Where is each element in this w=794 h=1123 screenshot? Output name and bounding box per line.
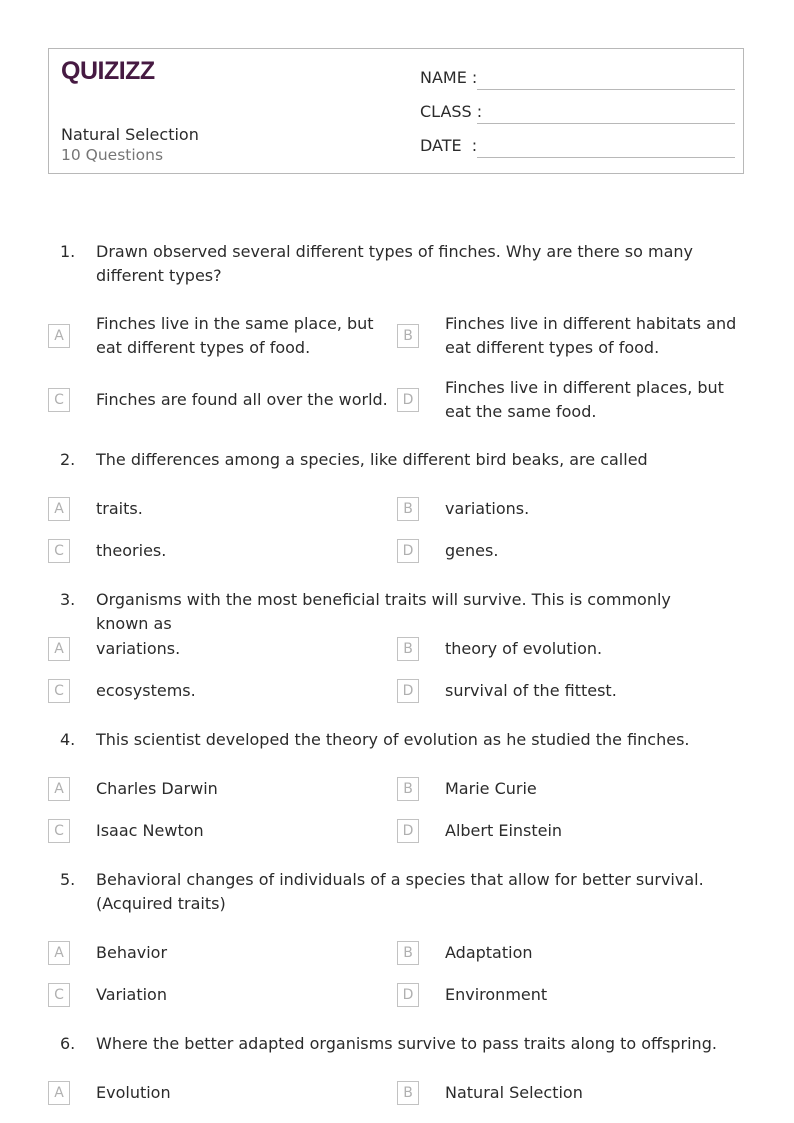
name-line[interactable]: [477, 89, 735, 90]
question-number: 6.: [60, 1034, 76, 1053]
option-text: Natural Selection: [445, 1083, 583, 1102]
option-letter-box[interactable]: C: [48, 983, 70, 1007]
option-text: Isaac Newton: [96, 821, 204, 840]
quizizz-logo: QUIZIZZ: [61, 57, 155, 85]
option-letter-box[interactable]: B: [397, 777, 419, 801]
question-text: Drawn observed several different types of finches. Why are there so many different types?: [96, 242, 693, 285]
q5-option-d[interactable]: [397, 983, 741, 1007]
option-letter-box[interactable]: B: [397, 941, 419, 965]
option-text: variations.: [96, 639, 181, 658]
q4-option-d[interactable]: [397, 819, 741, 843]
option-letter-box[interactable]: A: [48, 941, 70, 965]
option-letter-box[interactable]: C: [48, 819, 70, 843]
q4-option-b[interactable]: [397, 777, 741, 801]
class-label: CLASS :: [420, 102, 483, 121]
option-text: Finches live in different habitats and eat different types of food.: [445, 314, 737, 357]
option-text: Finches are found all over the world.: [96, 390, 388, 409]
option-letter-box[interactable]: A: [48, 1081, 70, 1105]
q3-option-d[interactable]: [397, 679, 741, 703]
q6-option-a[interactable]: [48, 1081, 392, 1105]
option-letter-box[interactable]: A: [48, 637, 70, 661]
option-letter-box[interactable]: A: [48, 777, 70, 801]
q3-option-a[interactable]: [48, 637, 392, 661]
q5-option-a[interactable]: [48, 941, 392, 965]
q6-option-b[interactable]: [397, 1081, 741, 1105]
option-text: Finches live in different places, but eat the same food.: [445, 378, 724, 421]
q1-option-a[interactable]: [48, 312, 392, 360]
option-text: Behavior: [96, 943, 168, 962]
option-text: traits.: [96, 499, 143, 518]
q2-option-a[interactable]: [48, 497, 392, 521]
option-text: Marie Curie: [445, 779, 537, 798]
option-text: theory of evolution.: [445, 639, 603, 658]
option-text: Adaptation: [445, 943, 533, 962]
class-field[interactable]: [420, 100, 735, 124]
date-label: DATE :: [420, 136, 478, 155]
question-text: Where the better adapted organisms survive to pass traits along to offspring.: [96, 1034, 717, 1053]
option-text: Albert Einstein: [445, 821, 563, 840]
option-letter-box[interactable]: B: [397, 637, 419, 661]
worksheet-title: Natural Selection: [61, 125, 199, 144]
q3-option-c[interactable]: [48, 679, 392, 703]
question-count: 10 Questions: [61, 146, 164, 164]
question-number: 3.: [60, 590, 76, 609]
q2-option-c[interactable]: [48, 539, 392, 563]
q3-option-b[interactable]: [397, 637, 741, 661]
question-text: The differences among a species, like different bird beaks, are called: [96, 450, 648, 469]
option-text: survival of the fittest.: [445, 681, 617, 700]
name-field[interactable]: [420, 66, 735, 90]
option-letter-box[interactable]: C: [48, 539, 70, 563]
date-line[interactable]: [477, 157, 735, 158]
q2-option-d[interactable]: [397, 539, 741, 563]
q4-option-a[interactable]: [48, 777, 392, 801]
option-text: theories.: [96, 541, 167, 560]
option-letter-box[interactable]: D: [397, 819, 419, 843]
option-letter-box[interactable]: D: [397, 539, 419, 563]
q4-option-c[interactable]: [48, 819, 392, 843]
option-letter-box[interactable]: C: [48, 388, 70, 412]
option-letter-box[interactable]: B: [397, 497, 419, 521]
option-letter-box[interactable]: D: [397, 983, 419, 1007]
option-text: genes.: [445, 541, 499, 560]
option-letter-box[interactable]: A: [48, 497, 70, 521]
date-field[interactable]: [420, 134, 735, 158]
worksheet-header: [48, 48, 744, 174]
option-letter-box[interactable]: C: [48, 679, 70, 703]
q1-option-c[interactable]: [48, 376, 392, 424]
option-letter-box[interactable]: B: [397, 1081, 419, 1105]
q5-option-c[interactable]: [48, 983, 392, 1007]
class-line[interactable]: [477, 123, 735, 124]
option-letter-box[interactable]: D: [397, 679, 419, 703]
option-letter-box[interactable]: A: [48, 324, 70, 348]
option-text: variations.: [445, 499, 530, 518]
q5-option-b[interactable]: [397, 941, 741, 965]
q2-option-b[interactable]: [397, 497, 741, 521]
option-text: Evolution: [96, 1083, 171, 1102]
option-text: Charles Darwin: [96, 779, 218, 798]
q1-option-d[interactable]: [397, 376, 741, 424]
option-text: Finches live in the same place, but eat different types of food.: [96, 314, 374, 357]
name-label: NAME :: [420, 68, 478, 87]
option-text: Variation: [96, 985, 167, 1004]
option-text: ecosystems.: [96, 681, 196, 700]
option-letter-box[interactable]: D: [397, 388, 419, 412]
question-number: 2.: [60, 450, 76, 469]
question-number: 4.: [60, 730, 76, 749]
question-text: Organisms with the most beneficial traits will survive. This is commonly known as: [96, 590, 671, 633]
q1-option-b[interactable]: [397, 312, 741, 360]
option-text: Environment: [445, 985, 548, 1004]
question-text: Behavioral changes of individuals of a species that allow for better survival. (Acquired traits): [96, 870, 704, 913]
question-number: 5.: [60, 870, 76, 889]
option-letter-box[interactable]: B: [397, 324, 419, 348]
question-number: 1.: [60, 242, 76, 261]
question-text: This scientist developed the theory of evolution as he studied the finches.: [96, 730, 690, 749]
